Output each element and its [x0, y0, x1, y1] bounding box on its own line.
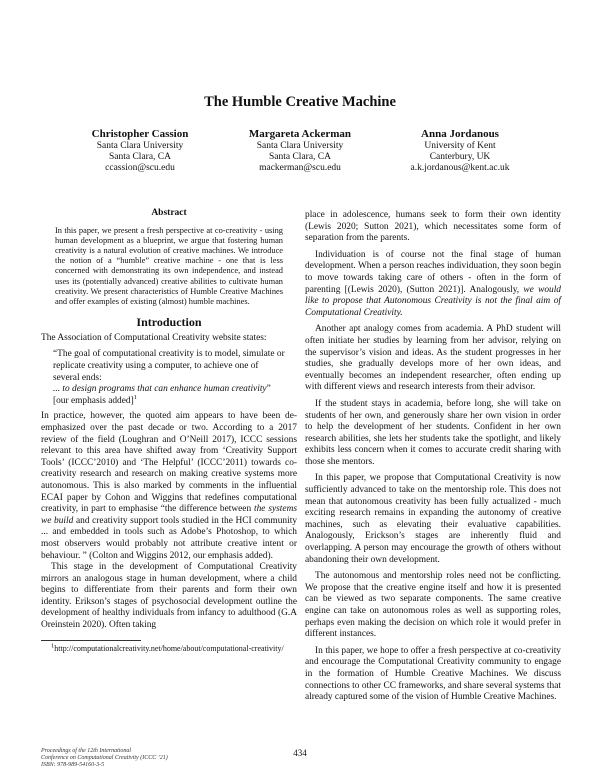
right-paragraph-4: In this paper, we propose that Computational Creativity is now sufficiently advanced to take on the mentorship role. This does not mean that autonomous creativity has been fully actualized - much exciting research remains in expanding the autonomy of creative machines, such as elevating their evaluative capabilities. Analogously, Erickson’s stages are inherently fluid and overlapping. A person may encourage the growth of others without abandoning their own development. [305, 473, 561, 565]
footnote [41, 644, 297, 654]
right-p1-text: Individuation is of course not the final stage of human development. When a person reaches individuation, they soon begin to move towards taking care of others - often in the form of parenting [(Lewis 2020), (Sutton 2021)]. Analogously, [305, 249, 562, 295]
left-column [41, 208, 297, 653]
author-email[interactable]: ccassion@scu.edu [105, 163, 175, 173]
intro-p1-text: In practice, however, the quoted aim appears to have been de-emphasized over the past decade or two. According to a 2017 review of the field (Loughran and O’Neill 2017), ICCC sessions relevant to this area have shifted away from ‘Creativity Support Tools’ (ICCC’2010) and ‘The Helpful’ (ICCC’2011) towards co-creativity research and research on making creative systems more autonomous. This is also marked by comments in the influential ECAI paper by Cohon and Wiggins that redefines computational creativity, in part to emphasise “the difference between [41, 411, 297, 515]
author-2 [220, 128, 380, 174]
author-affiliation: University of Kent [424, 141, 496, 151]
right-column [305, 210, 561, 704]
author-name: Anna Jordanous [421, 128, 499, 140]
author-location: Santa Clara, CA [268, 152, 331, 162]
intro-paragraph-2: This stage in the development of Computational Creativity mirrors an analogous stage in human development, where a child begins to differentiate from their parents and form their own identity. Erikson’s stages of psychosocial development outline the development of healthy individuals from infancy to adulthood (G.A Oreinstein 2020). Often taking [41, 562, 297, 631]
right-paragraph-0: place in adolescence, humans seek to form their own identity (Lewis 2020; Sutton 2021), which necessitates some form of separation from the parents. [305, 210, 561, 244]
quote-tail: ” [our emphasis added] [53, 384, 271, 406]
quote-text: “The goal of computational creativity is to model, simulate or replicate creativity using a computer, to achieve one of several ends: [53, 349, 285, 383]
author-email[interactable]: mackerman@scu.edu [259, 163, 341, 173]
footer-line-2: Conference on Computational Creativity (ICCC ’21) [41, 755, 168, 762]
right-paragraph-2: Another apt analogy comes from academia. A PhD student will often initiate her studies by learning from her advisor, relying on the supervisor’s vision and ideas. As the student progresses in her studies, she gradually develops more of her own ideas, and eventually becomes an independent researcher, often ending up with different views and research interests from their advisor. [305, 324, 561, 393]
page-number: 434 [293, 748, 307, 758]
right-p1-emphasis: we would like to propose that Autonomous Creativity is not the final aim of Computational Creativity. [305, 284, 561, 318]
footer-line-1: Proceedings of the 12th International [41, 748, 132, 754]
footer-line-3: ISBN: 978-989-54160-3-5 [41, 762, 105, 769]
author-email[interactable]: a.k.jordanous@kent.ac.uk [410, 163, 510, 173]
author-1 [60, 128, 220, 174]
footnote-divider [41, 640, 141, 641]
author-block [60, 128, 540, 174]
author-name: Christopher Cassion [91, 128, 189, 140]
author-location: Canterbury, UK [429, 152, 491, 162]
abstract-text: In this paper, we present a fresh perspective at co-creativity - using human development as a blueprint, we argue that fostering human creativity is a natural evolution of creative machines. We introduce the notion of a “humble” creative machine - one that is less concerned with demonstrating its own independence, and instead uses its (potentially advanced) creative abilities to cultivate human creativity. We present characteristics of Humble Creative Machines and offer examples of existing (almost) humble machines. [55, 225, 283, 307]
footnote-mark: 1 [51, 642, 55, 649]
intro-p1-text-cont: and creativity support tools studied in the HCI community ... and embedded in tools such as Adobe’s Photoshop, to which most observers would probably not attribute creative intent or behaviour. ” (Colton and Wiggins 2012, our emphasis added). [41, 515, 298, 561]
abstract-heading: Abstract [151, 208, 187, 218]
right-paragraph-5: The autonomous and mentorship roles need not be conflicting. We propose that the creative engine itself and how it is presented can be viewed as two separate components. The same creative engine can take on autonomous roles as well as supporting roles, perhaps even making the decision on which role it would prefer in different instances. [305, 571, 561, 640]
acc-quote [53, 349, 285, 407]
right-paragraph-3: If the student stays in academia, before long, she will take on students of her own, and generously share her own vision in order to help the development of her students. Confident in her own research abilities, she lets her students take the spotlight, and likely exhibits less concern when it comes to accurate credit sharing with those she mentors. [305, 398, 561, 467]
quote-emphasis: ... to design programs that can enhance human creativity [53, 384, 267, 395]
author-3 [380, 128, 540, 174]
introduction-heading: Introduction [136, 315, 202, 330]
intro-paragraph-1 [41, 411, 297, 562]
intro-p1-emphasis: the systems we build [41, 504, 297, 526]
author-affiliation: Santa Clara University [256, 141, 344, 151]
author-name: Margareta Ackerman [248, 128, 352, 140]
footnote-ref[interactable]: 1 [133, 393, 137, 401]
intro-lead: The Association of Computational Creativity website states: [41, 332, 267, 343]
author-affiliation: Santa Clara University [96, 141, 184, 151]
author-location: Santa Clara, CA [108, 152, 171, 162]
footnote-url[interactable]: http://computationalcreativity.net/home/about/computational-creativity/ [54, 643, 284, 653]
right-paragraph-1 [305, 250, 561, 320]
paper-title: The Humble Creative Machine [204, 94, 396, 110]
right-paragraph-6: In this paper, we hope to offer a fresh perspective at co-creativity and encourage the Computational Creativity community to engage in the formation of Humble Creative Machines. We discuss connections to other CC frameworks, and share several systems that already captured some of the vision of Humble Creative Machines. [305, 645, 561, 703]
